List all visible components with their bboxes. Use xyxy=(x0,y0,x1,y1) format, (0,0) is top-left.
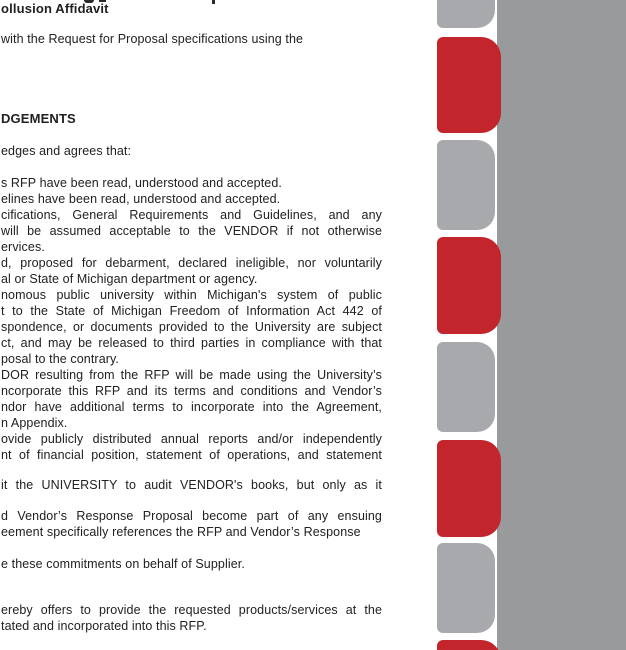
document-line: d, proposed for debarment, declared ineligible, nor voluntarily xyxy=(1,256,382,270)
document-line: DOR resulting from the RFP will be made using the University’s xyxy=(1,368,382,382)
binder-tab-gray xyxy=(437,140,495,230)
binder-tab-column xyxy=(437,0,503,650)
document-line: it the UNIVERSITY to audit VENDOR's books, but only as it xyxy=(1,478,382,492)
document-line: with the Request for Proposal specifications using the xyxy=(1,32,304,46)
document-line: s RFP have been read, understood and accepted. xyxy=(1,176,282,190)
document-line: ovide publicly distributed annual reports and/or independently xyxy=(1,432,382,446)
binder-tab-gray xyxy=(437,342,495,432)
document-text xyxy=(1,0,383,650)
document-line: ct, and may be released to third parties in compliance with that xyxy=(1,336,382,350)
document-line: edges and agrees that: xyxy=(1,144,132,158)
document-line: ereby offers to provide the requested products/services at the xyxy=(1,603,382,617)
page-edge-band xyxy=(497,0,626,650)
binder-tab-red xyxy=(437,237,501,334)
document-line: d Vendor’s Response Proposal become part of any ensuing xyxy=(1,509,382,523)
document-line: ndor have additional terms to incorporate into the Agreement, xyxy=(1,400,382,414)
document-line: ncorporate this RFP and its terms and conditions and Vendor’s xyxy=(1,384,382,398)
document-line: tated and incorporated into this RFP. xyxy=(1,619,207,633)
document-line: spondence, or documents provided to the University are subject xyxy=(1,320,382,334)
document-line: t to the State of Michigan Freedom of Information Act 442 of xyxy=(1,304,382,318)
document-line: will be assumed acceptable to the VENDOR if not otherwise xyxy=(1,224,382,238)
document-line: ervices. xyxy=(1,240,45,254)
document-line: al or State of Michigan department or agency. xyxy=(1,272,258,286)
document-line: nomous public university within Michigan's system of public xyxy=(1,288,382,302)
document-line: n Appendix. xyxy=(1,416,68,430)
document-line: posal to the contrary. xyxy=(1,352,120,366)
document-line: cifications, General Requirements and Guidelines, and any xyxy=(1,208,382,222)
document-line: eement specifically references the RFP and Vendor’s Response xyxy=(1,525,361,539)
binder-tab-red xyxy=(437,440,501,537)
document-line: elines have been read, understood and accepted. xyxy=(1,192,281,206)
binder-tab-red xyxy=(437,37,501,133)
binder-tab-gray xyxy=(437,543,495,633)
document-line: nt of financial position, statement of operations, and statement xyxy=(1,448,382,462)
document-line: e these commitments on behalf of Supplier. xyxy=(1,557,245,571)
document-line: DGEMENTS xyxy=(1,111,76,126)
binder-tab-gray xyxy=(437,0,495,28)
document-line: ollusion Affidavit xyxy=(1,1,109,16)
binder-tab-red xyxy=(437,640,501,650)
